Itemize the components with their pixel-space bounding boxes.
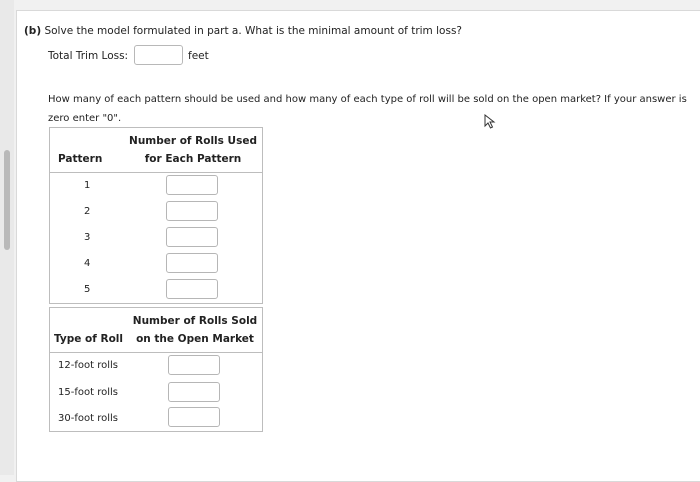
question-text bbox=[24, 25, 462, 37]
instructions-line-2: zero enter "0". bbox=[48, 113, 122, 124]
mouse-pointer-icon bbox=[483, 114, 497, 130]
pattern-2-rolls-input[interactable] bbox=[166, 201, 218, 221]
pattern-3-rolls-input[interactable] bbox=[166, 227, 218, 247]
scrollbar-thumb[interactable] bbox=[4, 150, 10, 250]
rolls-sold-header-line-2: on the Open Market bbox=[136, 333, 254, 345]
trim-loss-label: Total Trim Loss: bbox=[48, 50, 129, 62]
pattern-1-rolls-input[interactable] bbox=[166, 175, 218, 195]
left-scrollbar[interactable] bbox=[0, 0, 14, 475]
open-market-table bbox=[49, 307, 263, 432]
pattern-column-header: Pattern bbox=[58, 153, 103, 165]
instructions bbox=[48, 90, 700, 128]
instructions-line-1: How many of each pattern should be used and how many of each type of roll will be sold on the open market? If your answer is bbox=[48, 94, 687, 105]
30-foot-rolls-sold-input[interactable] bbox=[168, 407, 220, 427]
12-foot-rolls-sold-input[interactable] bbox=[168, 355, 220, 375]
type-of-roll-header: Type of Roll bbox=[54, 333, 123, 345]
pattern-row-label: 2 bbox=[84, 206, 91, 217]
part-label: (b) bbox=[24, 25, 42, 37]
pattern-5-rolls-input[interactable] bbox=[166, 279, 218, 299]
roll-type-label: 30-foot rolls bbox=[58, 413, 118, 424]
pattern-row-label: 4 bbox=[84, 258, 91, 269]
pattern-row-label: 5 bbox=[84, 284, 91, 295]
15-foot-rolls-sold-input[interactable] bbox=[168, 382, 220, 402]
rolls-used-header-line-2: for Each Pattern bbox=[144, 153, 242, 165]
pattern-table-header bbox=[50, 128, 262, 173]
pattern-4-rolls-input[interactable] bbox=[166, 253, 218, 273]
trim-loss-unit: feet bbox=[188, 50, 209, 62]
roll-type-label: 15-foot rolls bbox=[58, 387, 118, 398]
pattern-table bbox=[49, 127, 263, 304]
rolls-used-header-line-1: Number of Rolls Used bbox=[129, 135, 257, 147]
trim-loss-input[interactable] bbox=[134, 45, 183, 65]
pattern-row-label: 1 bbox=[84, 180, 91, 191]
roll-type-label: 12-foot rolls bbox=[58, 360, 118, 371]
rolls-sold-header-line-1: Number of Rolls Sold bbox=[132, 315, 258, 327]
question-prompt: Solve the model formulated in part a. What is the minimal amount of trim loss? bbox=[44, 25, 462, 37]
open-market-table-header bbox=[50, 308, 262, 353]
pattern-row-label: 3 bbox=[84, 232, 91, 243]
